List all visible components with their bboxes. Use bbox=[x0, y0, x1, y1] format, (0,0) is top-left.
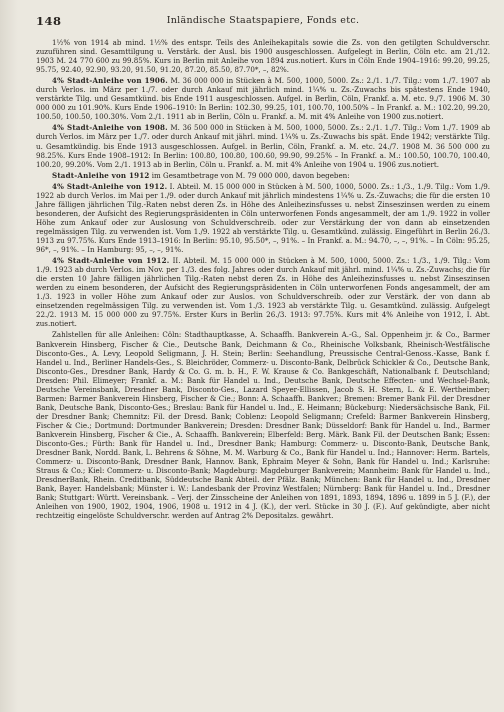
page-header bbox=[36, 14, 490, 28]
running-title: Inländische Staatspapiere, Fonds etc. bbox=[166, 15, 360, 26]
paragraph-6 bbox=[36, 256, 490, 328]
paragraph-4 bbox=[36, 171, 490, 180]
paragraph-text: I. Abteil. M. 15 000 000 in Stücken à M. 500, 1000, 5000. Zs.: 1./3., 1./9. Tilg.: Vom 1./9. 1922 ab durch Verlos. im Mai per 1./9. oder durch Ankauf mit jährlich mindestens 1¼% u. Zs.-Zuwachs; die für die ersten 10 Jahre fälligen jährlichen Tilg.-Raten nebst deren Zs. in Höhe des Anleihezinsfusses u. nebst Zinseszinsen werden zu einem besonderen, der Aufsicht des Regierungspräsidenten in Cöln unterworfenen Fonds angesammelt, der am 1./9. 1922 in voller Höhe zum Ankauf oder zur Auslosung von Schuldverschreib. oder zur Verstärkung der von dann ab einsetzenden regelmässigen Tilg. zu verwenden ist. Vom 1./9. 1922 ab verstärkte Tilg. u. Gesamtkünd. zulässig. Eingeführt in Berlin 26./3. 1913 zu 97.75%. Kurs Ende 1913–1916: In Berlin: 95.10, 95.50*, –, 91%. – In Frankf. a. M.: 94.70, –, –, 91%. – In Cöln: 95.25, 96*, –, 91%. – In Hamburg: 95, –, –, 91%. bbox=[36, 181, 490, 255]
section-heading: 4% Stadt-Anleihe von 1912. bbox=[52, 181, 168, 191]
section-heading: 4% Stadt-Anleihe von 1912. bbox=[52, 256, 170, 266]
paragraph-2 bbox=[36, 76, 490, 121]
paragraph-text: 1½% von 1914 ab mind. 1½% des entspr. Teils des Anleihekapitals sowie die Zs. von den getilgten Schuldverschr. zuzuführen sind. Gesamttilgung u. Verstärk. der Ausl. bis 1900 ausgeschlossen. Aufgelegt in Berlin, Cöln etc. am 21./12. 1903 M. 24 770 600 zu 99.85%. Kurs in Berlin mit Anleihe von 1894 zus.notiert. Kurs in Cöln Ende 1904–1916: 99.20, 99.25, 95.75, 92.40, 92.90, 93.20, 91.50, 91.20, 87.20, 85.50, 87.70*, –, 82%. bbox=[36, 38, 490, 75]
paragraph-text: M. 36 000 000 in Stücken à M. 500, 1000, 5000. Zs.: 2./1. 1./7. Tilg.: vom 1./7. 1907 ab durch Verlos. im März per 1./7. oder durch Ankauf mit jährlich mind. 1¼% u. Zs.-Zuwachs bis spätestens Ende 1940, verstärkte Tilg. und Gesamtkünd. bis Ende 1911 ausgeschlossen. Aufgel. in Berlin, Cöln, Frankf. a. M. etc. 9./7. 1906 M. 30 000 000 zu 101.90%. Kurs Ende 1906–1910: In Berlin: 102.30, 99.25, 101, 100.70, 100.50% – In Frankf. a. M.: 102.20, 99.20, 100.50, 100.50, 100.30%. Vom 2./1. 1911 ab in Berlin, Cöln u. Frankf. a. M. mit 4% Anleihe von 1900 zus.notiert. bbox=[36, 76, 490, 122]
paragraph-3 bbox=[36, 123, 490, 168]
paragraph-5 bbox=[36, 182, 490, 254]
paragraph-7 bbox=[36, 330, 490, 520]
paragraph-text: im Gesamtbetrage von M. 79 000 000, davon begeben: bbox=[151, 170, 350, 180]
page-number: 148 bbox=[36, 14, 62, 28]
document-body bbox=[36, 38, 490, 520]
page-binding-edge bbox=[0, 0, 18, 712]
paragraph-text: Zahlstellen für alle Anleihen: Cöln: Stadthauptkasse, A. Schaaffh. Bankverein A.-G., Sal. Oppenheim jr. & Co., Barmer Bankverein Hinsberg, Fischer & Cie., Deutsche Bank, Deichmann & Co., Rheinische Volksbank, Rheinisch-Westfälische Disconto-Ges., A. Levy, Leopold Seligmann, J. H. Stein; Berlin: Seehandlung, Preussische Central-Genoss.-Kasse, Bank f. Handel u. Ind., Berliner Handels-Ges., S. Bleichröder, Commerz- u. Disconto-Bank, Delbrück Schickler & Co., Deutsche Bank, Disconto-Ges., Dresdner Bank, Hardy & Co. G. m. b. H., F. W. Krause & Co. Bankgeschäft, Nationalbank f. Deutschland; Dresden: Phil. Elimeyer; Frankf. a. M.: Bank für Handel u. Ind., Deutsche Bank, Deutsche Effecten- und Wechsel-Bank, Deutsche Vereinsbank, Dresdner Bank, Disconto-Ges., Lazard Speyer-Ellissen, Jacob S. H. Stern, L. & E. Wertheimber; Barmen: Barmer Bankverein Hinsberg, Fischer & Cie.; Bonn: A. Schaaffh. Bankver.; Bremen: Bremer Bank Fil. der Dresdner Bank, Deutsche Bank, Disconto-Ges.; Breslau: Bank für Handel u. Ind., E. Heimann; Bückeburg: Niedersächsische Bank, Fil. der Dresdner Bank; Chemnitz: Fil. der Dresd. Bank; Coblenz: Leopold Seligmann; Crefeld: Barmer Bankverein Hinsberg, Fischer & Cie.; Dortmund: Dortmunder Bankverein; Dresden: Dresdner Bank; Düsseldorf: Bank für Handel u. Ind., Barmer Bankverein Hinsberg, Fischer & Cie., A. Schaaffh. Bankverein; Elberfeld: Berg. Märk. Bank Fil. der Deutschen Bank; Essen: Disconto-Ges.; Fürth: Bank für Handel u. Ind., Dresdner Bank; Hamburg: Commerz- u. Disconto-Bank, Deutsche Bank, Dresdner Bank, Nordd. Bank, L. Behrens & Söhne, M. M. Warburg & Co., Bank für Handel u. Ind.; Hannover: Herm. Bartels, Commerz- u. Disconto-Bank, Dresdner Bank, Hannov. Bank, Ephraim Meyer & Sohn, Bank für Handel u. Ind.; Karlsruhe: Straus & Co.; Kiel: Commerz- u. Disconto-Bank; Magdeburg: Magdeburger Bankverein; Mannheim: Bank für Handel u. Ind., DresdnerBank, Rhein. Creditbank, Süddeutsche Bank Abteil. der Pfälz. Bank; München: Bank für Handel u. Ind., Dresdner Bank, Bayer. Handelsbank; Münster i. W.: Landesbank der Provinz Westfalen; Nürnberg: Bank für Handel u. Ind., Dresdner Bank; Stuttgart: Württ. Vereinsbank. – Verj. der Zinsscheine der Anleihen von 1891, 1893, 1894, 1896 u. 1899 in 5 J. (F.), der Anleihen von 1900, 1902, 1904, 1906, 1908 u. 1912 in 4 J. (K.), der verl. Stücke in 30 J. (F.). Auf gekündigte, aber nicht rechtzeitig eingelöste Schuldverschr. werden auf Antrag 2% Depositalzs. gewährt. bbox=[36, 330, 490, 521]
paragraph-text: M. 36 500 000 in Stücken à M. 500, 1000, 5000. Zs.: 2./1. 1./7. Tilg.: Vom 1./7. 1909 ab durch Verlos. im März per 1./7. oder durch Ankauf mit jährl. mind. 1¼% u. Zs.-Zuwachs bis spät. Ende 1942; verstärkte Tilg. u. Gesamtkündig. bis Ende 1913 ausgeschlossen. Aufgel. in Berlin, Cöln, Frankf. a. M. etc. 24./7. 1908 M. 36 500 000 zu 98.25%. Kurs Ende 1908–1912: In Berlin: 100.80, 100.80, 100.60, 99.90, 99.25% – In Frankf. a. M.: 100.50, 100.70, 100.40, 100.20, 99.20%. Vom 2./1. 1913 ab in Berlin, Cöln u. Frankf. a. M. mit 4% Anleihe von 1904 u. 1906 zus.notiert. bbox=[36, 123, 491, 169]
section-heading: 4% Stadt-Anleihe von 1906. bbox=[52, 76, 168, 86]
section-heading: 4% Stadt-Anleihe von 1908. bbox=[52, 123, 168, 133]
section-heading: Stadt-Anleihe von 1912 bbox=[52, 170, 150, 180]
paragraph-1 bbox=[36, 38, 490, 74]
paragraph-text: II. Abteil. M. 15 000 000 in Stücken à M. 500, 1000, 5000. Zs.: 1./3., 1./9. Tilg.: Vom 1./9. 1923 ab durch Verlos. im Nov. per 1./3. des folg. Jahres oder durch Ankauf mit jährl. mind. 1¼% u. Zs.-Zuwachs; die für die ersten 10 Jahre fälligen jährlichen Tilg.-Raten nebst deren Zs. in Höhe des Anleihezinsfusses u. nebst Zinseszinsen werden zu einem besonderen, der Aufsicht des Regierungspräsidenten in Cöln unterworfenen Fonds angesammelt, der am 1./3. 1923 in voller Höhe zum Ankauf oder zur Auslos. von Schuldverschreib. oder zur Verstärk. der von dann ab einsetzenden regelmässigen Tilg. zu verwenden ist. Vom 1./3. 1923 ab verstärkte Tilg. u. Gesamtkünd. zulässig. Aufgelegt 22./2. 1913 M. 15 000 000 zu 97.75%. Erster Kurs in Berlin 26./3. 1913: 97.75%. Kurs mit 4% Anleihe von 1912, I. Abt. zus.notiert. bbox=[36, 256, 490, 329]
